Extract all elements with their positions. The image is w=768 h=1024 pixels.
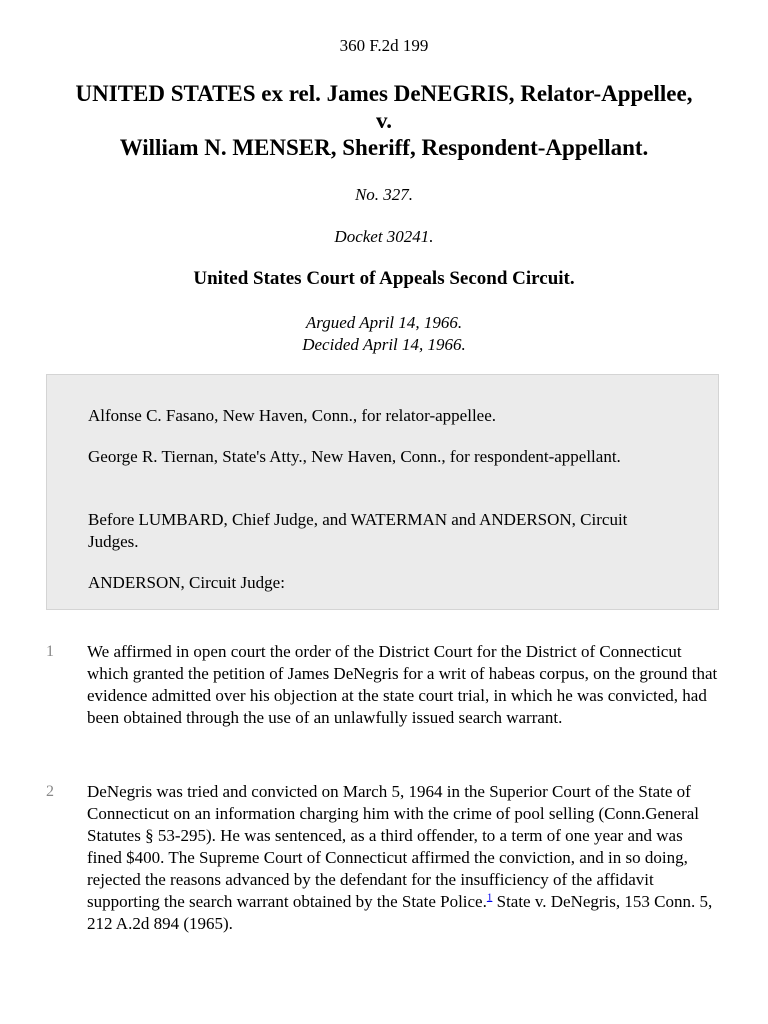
caption-appellee: UNITED STATES ex rel. James DeNEGRIS, Relator-Appellee,: [75, 81, 693, 106]
docket-number: Docket 30241.: [334, 227, 434, 246]
court-name: United States Court of Appeals Second Circuit.: [193, 268, 575, 289]
counsel-appellee: Alfonse C. Fasano, New Haven, Conn., for relator-appellee.: [88, 406, 497, 425]
counsel-box: [46, 374, 719, 610]
argued-date: Argued April 14, 1966.: [305, 313, 463, 332]
paragraph-text: We affirmed in open court the order of the District Court for the District of Connecticut which granted the petition of James DeNegris for a writ of habeas corpus, on the ground that evidence admitted over his objection at the state court trial, in which he was convicted, had been obtained through the use of an unlawfully issued search warrant.: [87, 642, 718, 727]
caption-appellant: William N. MENSER, Sheriff, Respondent-Appellant.: [119, 135, 649, 160]
case-dates: [0, 312, 768, 356]
footnote-link[interactable]: 1: [486, 891, 493, 904]
case-number: No. 327.: [354, 185, 414, 204]
paragraph-number: 2: [46, 783, 54, 800]
case-caption: [20, 80, 748, 161]
paragraph-text-before: DeNegris was tried and convicted on March 5, 1964 in the Superior Court of the State of Connecticut on an information charging him with the crime of pool selling (Conn.General Statutes § 53-295). He was sentenced, as a third offender, to a term of one year and was fined $400. The Supreme Court of Connecticut affirmed the conviction, and in so doing, rejected the reasons advanced by the defendant for the insufficiency of the affidavit supporting the search warrant obtained by the State Police.: [87, 782, 700, 911]
paragraph-text-after: State v. DeNegris, 153 Conn. 5, 212 A.2d 894 (1965).: [87, 892, 713, 933]
paragraph-number: 1: [46, 643, 54, 660]
counsel-appellant: George R. Tiernan, State's Atty., New Haven, Conn., for respondent-appellant.: [88, 447, 621, 466]
citation: 360 F.2d 199: [339, 36, 429, 55]
panel-judges: Before LUMBARD, Chief Judge, and WATERMAN and ANDERSON, Circuit Judges.: [88, 510, 628, 551]
opinion-author: ANDERSON, Circuit Judge:: [88, 573, 285, 592]
caption-versus: v.: [376, 108, 392, 133]
paragraph-text: [87, 781, 719, 935]
decided-date: Decided April 14, 1966.: [302, 335, 466, 354]
